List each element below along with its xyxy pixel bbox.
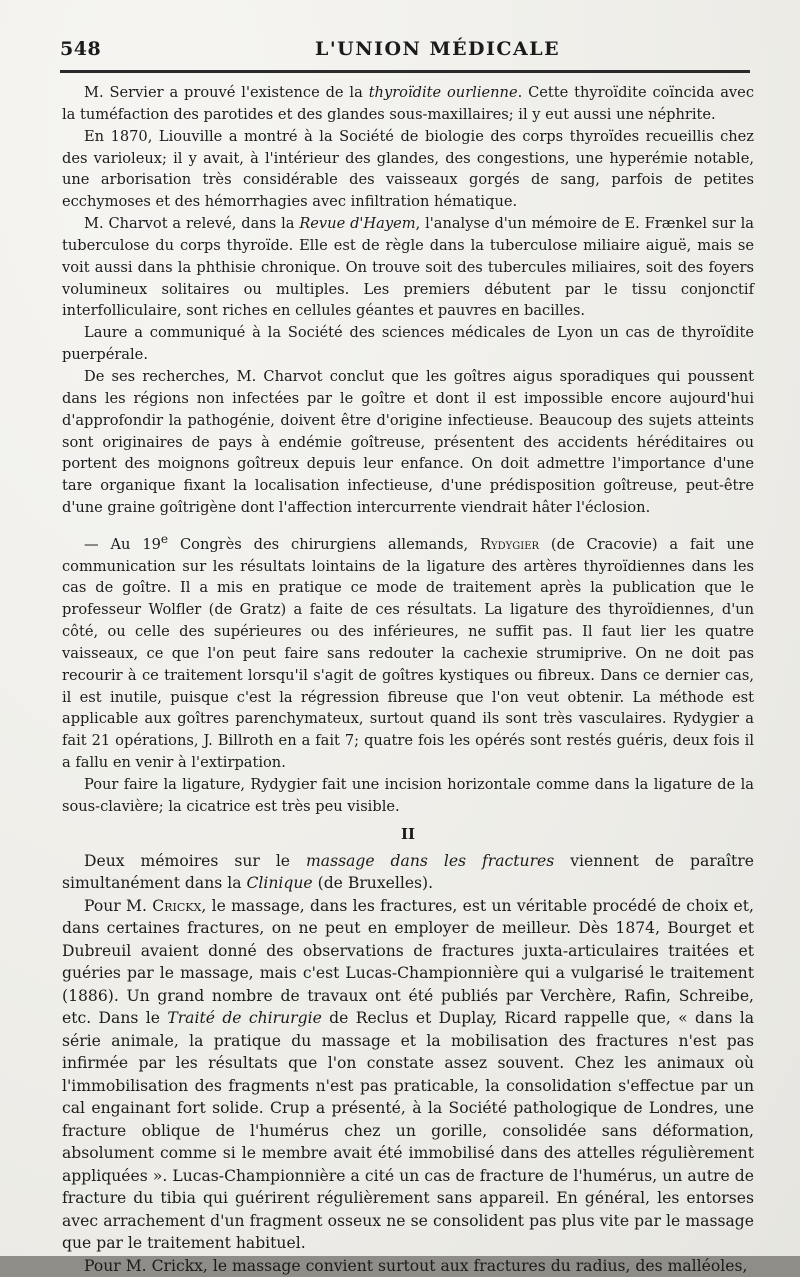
section-heading — [62, 824, 754, 846]
text-run: Pour faire la ligature, Rydygier fait une incision horizontale comme dans la ligature de la sous-clavière; la cicatrice est très peu visible. — [62, 776, 754, 815]
text-run: viennent de paraître simultanément dans la — [62, 851, 754, 893]
paragraph — [62, 529, 754, 774]
text-run: (de Cracovie) a fait une communication sur les résultats lointains de la ligature des artères thyroïdiennes dans les cas de goître. Il a mis en pratique ce mode de traitement après la publication que le professeur Wolfler (de Gratz) a faite de ces résultats. La ligature des thyroïdiennes, d'un côté, ou celle des supérieures ou des inférieures, ne suffit pas. Il faut lier les quatre vaisseaux, ce que l'on peut faire sans redouter la cachexie strumiprive. On ne doit pas recourir à ce traitement lorsqu'il s'agit de goîtres kystiques ou fibreux. Dans ce dernier cas, il est inutile, puisque c'est la régression fibreuse que l'on veut obtenir. La méthode est applicable aux goîtres parenchymateux, surtout quand ils sont très vasculaires. Rydygier a fait 21 opérations, J. Billroth en a fait 7; quatre fois les opérés sont restés guéris, deux fois il a fallu en venir à l'extirpation. — [62, 535, 754, 772]
text-run: De ses recherches, M. Charvot conclut que les goîtres aigus sporadiques qui poussent dans les régions non infectées par le goître et dont il est impossible encore aujourd'hui d'approfondir la pathogénie, doivent être d'origine infectieuse. Beaucoup des sujets atteints sont originaires de pays à endémie goîtreuse, présentent des accidents héréditaires ou portent des moignons goîtreux depuis leur enfance. On doit admettre l'importance d'une tare organique fixant la localisation infectieuse, d'une prédisposition goîtreuse, peut-être d'une graine goîtrigène dont l'affection intercurrente viendrait hâter l'éclosion. — [62, 367, 754, 517]
text-run: M. Servier a prouvé l'existence de la — [84, 84, 369, 101]
text-run: — Au 19 — [84, 535, 161, 553]
italic-run: Revue d'Hayem — [299, 215, 416, 233]
text-run: En 1870, Liouville a montré à la Société de biologie des corps thyroïdes recueillis chez des varioleux; il y avait, à l'intérieur des glandes, des congestions, une hyperémie notable, une arborisation très considérable des vaisseaux gorgés de sang, parfois de petites ecchymoses et des hémorrhagies avec infiltration hématique. — [62, 127, 754, 211]
body-text — [62, 82, 754, 1277]
text-run: (de Bruxelles). — [312, 874, 434, 893]
paragraph — [62, 1255, 754, 1277]
paragraph — [62, 322, 754, 366]
paragraph — [62, 366, 754, 519]
text-run: Pour M. — [84, 896, 153, 915]
paragraph — [62, 895, 754, 1255]
text-run: Laure a communiqué à la Société des sciences médicales de Lyon un cas de thyroïdite puerpérale. — [62, 324, 754, 364]
text-run: Deux mémoires sur le — [84, 851, 306, 870]
text-run: M. Charvot a relevé, dans la — [84, 215, 300, 233]
paragraph — [62, 850, 754, 895]
text-run: . Cette thyroïdite coïncida avec la tuméfaction des parotides et des glandes sous-maxillaires; il y eut aussi une néphrite. — [62, 84, 754, 123]
superscript-run: e — [160, 531, 169, 546]
italic-run: thyroïdite ourlienne — [368, 84, 518, 101]
page-header — [60, 38, 750, 68]
paragraph — [62, 126, 754, 213]
text-run: , l'analyse d'un mémoire de E. Frænkel sur la tuberculose du corps thyroïde. Elle est de règle dans la tuberculose miliaire aiguë, mais se voit aussi dans la phthisie chronique. On trouve soit des tubercules miliaires, soit des foyers volumineux solitaires ou multiples. Les premiers débutent par le tissu conjonctif interfolliculaire, sont riches en cellules géantes et pauvres en bacilles. — [62, 215, 754, 320]
italic-run: massage dans les fractures — [306, 851, 555, 870]
small-caps-run: Rydygier — [480, 535, 540, 553]
paragraph — [62, 213, 754, 322]
text-run: de Reclus et Duplay, Ricard rappelle que, « dans la série animale, la pratique du massage et la mobilisation des fractures n'est pas infirmée par les résultats que l'on constate assez souvent. Chez les animaux où l'immobilisation des fragments n'est pas praticable, la consolidation s'effectue par un cal engainant fort solide. Crup a présenté, à la Société pathologique de Londres, une fracture oblique de l'humérus chez un gorille, consolidée sans déformation, absolument comme si le membre avait été immobilisé dans des attelles régulièrement appliquées ». Lucas-Championnière a cité un cas de fracture de l'humérus, un autre de fracture du tibia qui guérirent régulièrement sans appareil. En général, les entorses avec arrachement d'un fragment osseux ne se consolident pas plus vite par le massage que par le traitement habituel. — [62, 1009, 755, 1253]
italic-run: Clinique — [246, 874, 313, 893]
text-run: II — [400, 824, 416, 843]
italic-run: Traité de chirurgie — [167, 1009, 322, 1028]
text-run: Congrès des chirurgiens allemands, — [168, 535, 481, 553]
small-caps-run: Crickx — [152, 896, 202, 915]
text-run: Pour M. Crickx, le massage convient surtout aux fractures du radius, des malléoles, — [84, 1256, 748, 1275]
header-rule — [60, 70, 750, 73]
paragraph — [62, 774, 754, 818]
text-run: , le massage, dans les fractures, est un véritable procédé de choix et, dans certaines fractures, on ne peut en employer de meilleur. Dès 1874, Bourget et Dubreuil avaient donné des observations de fractures juxta-articulaires traitées et guéries par le massage, mais c'est Lucas-Championnière qui a vulgarisé le traitement (1886). Un grand nombre de travaux ont été publiés par Verchère, Rafin, Schreibe, etc. Dans le — [62, 896, 754, 1028]
journal-title: L'UNION MÉDICALE — [315, 38, 561, 60]
page-number: 548 — [60, 38, 102, 60]
paragraph — [62, 82, 754, 126]
